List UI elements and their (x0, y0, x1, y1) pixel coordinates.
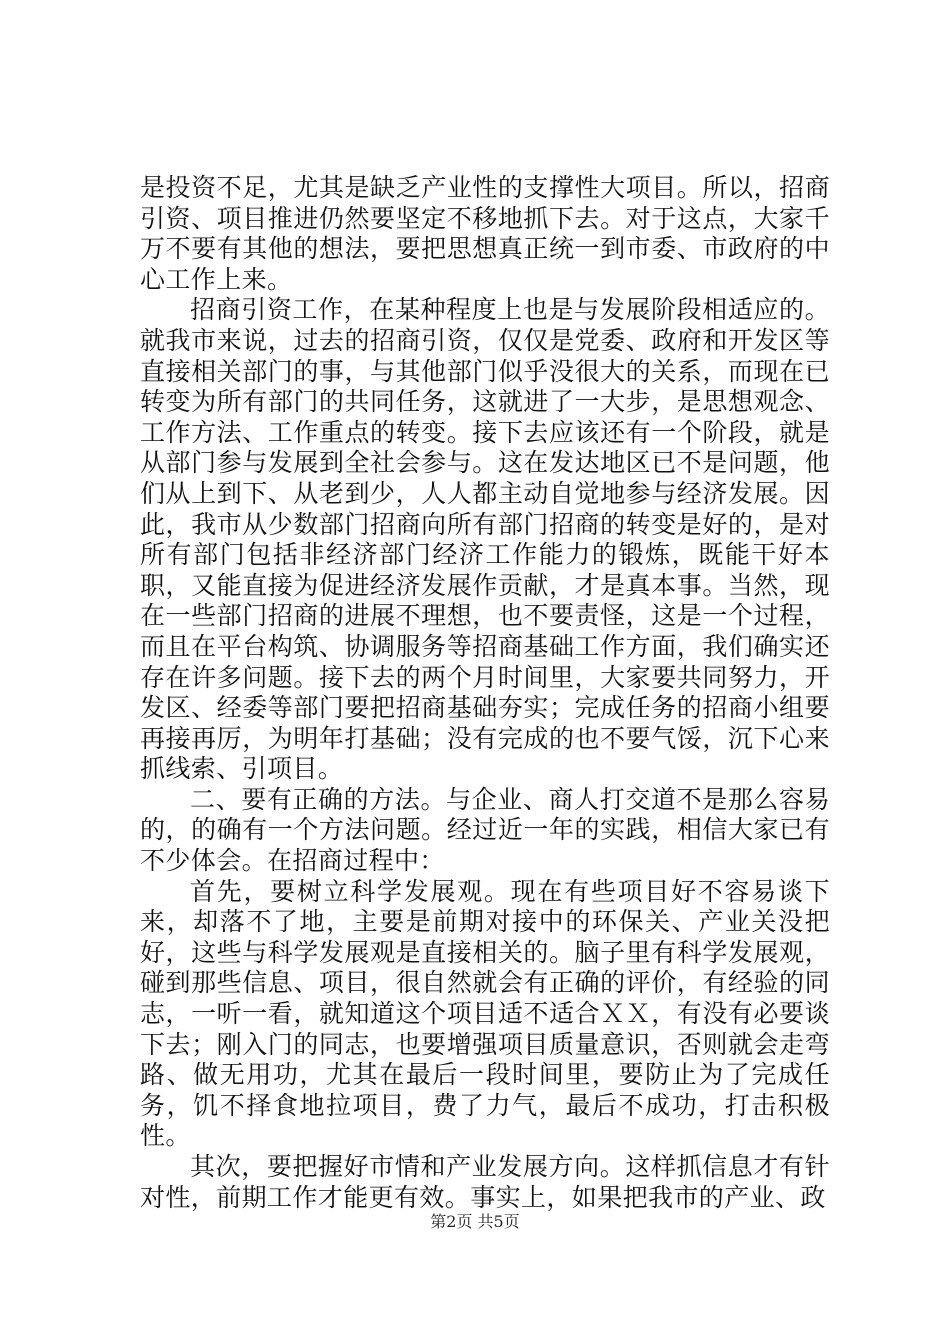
paragraph-1: 是投资不足，尤其是缺乏产业性的支撑性大项目。所以，招商引资、项目推进仍然要坚定不移地抓下去。对于这点，大家千万不要有其他的想法，要把思想真正统一到市委、市政府的中心工作上来。 (140, 173, 830, 294)
paragraph-2: 招商引资工作，在某种程度上也是与发展阶段相适应的。就我市来说，过去的招商引资，仅仅是党委、政府和开发区等直接相关部门的事，与其他部门似乎没很大的关系，而现在已转变为所有部门的共同任务，这就进了一大步，是思想观念、工作方法、工作重点的转变。接下去应该还有一个阶段，就是从部门参与发展到全社会参与。这在发达地区已不是问题，他们从上到下、从老到少，人人都主动自觉地参与经济发展。因此，我市从少数部门招商向所有部门招商的转变是好的，是对所有部门包括非经济部门经济工作能力的锻炼，既能干好本职，又能直接为促进经济发展作贡献，才是真本事。当然，现在一些部门招商的进展不理想，也不要责怪，这是一个过程，而且在平台构筑、协调服务等招商基础工作方面，我们确实还存在许多问题。接下去的两个月时间里，大家要共同努力，开发区、经委等部门要把招商基础夯实；完成任务的招商小组要再接再厉，为明年打基础；没有完成的也不要气馁，沉下心来抓线索、引项目。 (140, 295, 830, 784)
paragraph-3: 二、要有正确的方法。与企业、商人打交道不是那么容易的，的确有一个方法问题。经过近一年的实践，相信大家已有不少体会。在招商过程中： (140, 784, 830, 876)
paragraph-5: 其次，要把握好市情和产业发展方向。这样抓信息才有针对性，前期工作才能更有效。事实上，如果把我市的产业、政 (140, 1152, 830, 1212)
paragraph-4: 首先，要树立科学发展观。现在有些项目好不容易谈下来，却落不了地，主要是前期对接中的环保关、产业关没把好，这些与科学发展观是直接相关的。脑子里有科学发展观，碰到那些信息、项目，很自然就会有正确的评价，有经验的同志，一听一看，就知道这个项目适不适合ＸＸ，有没有必要谈下去；刚入门的同志，也要增强项目质量意识，否则就会走弯路、做无用功，尤其在最后一段时间里，要防止为了完成任务，饥不择食地拉项目，费了力气，最后不成功，打击积极性。 (140, 876, 830, 1151)
page-number-footer: 第2页 共5页 (430, 1212, 520, 1231)
document-body (140, 173, 830, 1213)
